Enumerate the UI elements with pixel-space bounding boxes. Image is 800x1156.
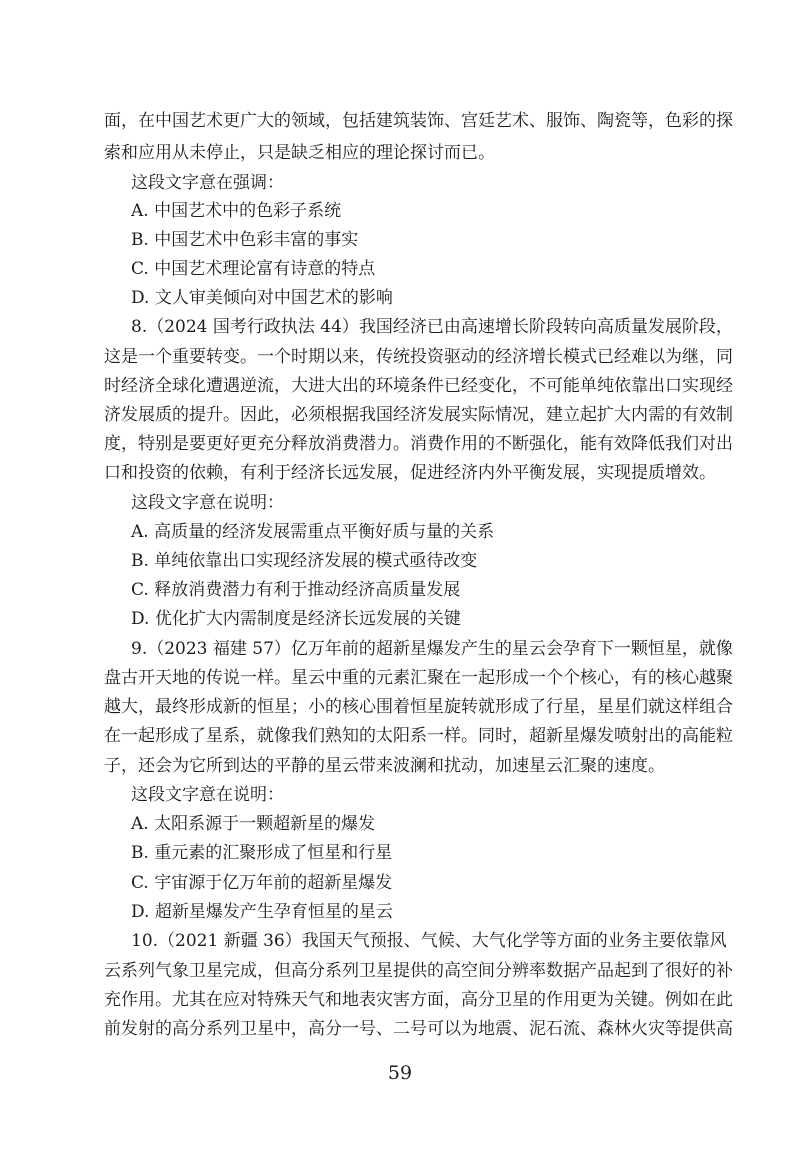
question-prompt: 这段文字意在说明：	[131, 785, 284, 805]
option-b: B. 单纯依靠出口实现经济发展的模式亟待改变	[131, 551, 478, 571]
question-prompt: 这段文字意在强调：	[131, 173, 284, 193]
question-10-stem: 10.（2021 新疆 36）我国天气预报、气候、大气化学等方面的业务主要依靠风	[131, 931, 727, 951]
question-prompt: 这段文字意在说明：	[131, 493, 284, 513]
option-d: D. 超新星爆发产生孕育恒星的星云	[131, 902, 393, 922]
paragraph-line: 时经济全球化遭遇逆流，大进大出的环境条件已经变化，不可能单纯依靠出口实现经	[104, 376, 733, 396]
paragraph-line: 索和应用从未停止，只是缺乏相应的理论探讨而已。	[104, 143, 495, 163]
question-8-stem: 8.（2024 国考行政执法 44）我国经济已由高速增长阶段转向高质量发展阶段，	[131, 317, 733, 337]
option-d: D. 文人审美倾向对中国艺术的影响	[131, 288, 393, 308]
paragraph-line: 口和投资的依赖，有利于经济长远发展，促进经济内外平衡发展，实现提质增效。	[104, 463, 716, 483]
option-a: A. 太阳系源于一颗超新星的爆发	[131, 814, 376, 834]
paragraph-line: 在一起形成了星系，就像我们熟知的太阳系一样。同时，超新星爆发喷射出的高能粒	[104, 726, 733, 746]
paragraph-line: 越大，最终形成新的恒星；小的核心围着恒星旋转就形成了行星，星星们就这样组合	[104, 697, 733, 717]
option-a: A. 高质量的经济发展需重点平衡好质与量的关系	[131, 522, 495, 542]
option-a: A. 中国艺术中的色彩子系统	[131, 201, 342, 221]
paragraph-line: 度，特别是要更好更充分释放消费潜力。消费作用的不断强化，能有效降低我们对出	[104, 434, 733, 454]
paragraph-line: 面，在中国艺术更广大的领域，包括建筑装饰、宫廷艺术、服饰、陶瓷等，色彩的探	[104, 111, 733, 131]
option-c: C. 中国艺术理论富有诗意的特点	[131, 259, 376, 279]
option-c: C. 释放消费潜力有利于推动经济高质量发展	[131, 580, 461, 600]
paragraph-line: 云系列气象卫星完成，但高分系列卫星提供的高空间分辨率数据产品起到了很好的补	[104, 961, 733, 981]
option-b: B. 中国艺术中色彩丰富的事实	[131, 230, 359, 250]
option-b: B. 重元素的汇聚形成了恒星和行星	[131, 843, 393, 863]
page-number: 59	[387, 1062, 413, 1084]
paragraph-line: 前发射的高分系列卫星中，高分一号、二号可以为地震、泥石流、森林火灾等提供高	[104, 1019, 733, 1039]
paragraph-line: 这是一个重要转变。一个时期以来，传统投资驱动的经济增长模式已经难以为继，同	[104, 347, 733, 367]
option-c: C. 宇宙源于亿万年前的超新星爆发	[131, 873, 393, 893]
option-d: D. 优化扩大内需制度是经济长远发展的关键	[131, 609, 461, 629]
question-9-stem: 9.（2023 福建 57）亿万年前的超新星爆发产生的星云会孕育下一颗恒星，就像	[131, 639, 733, 659]
paragraph-line: 盘古开天地的传说一样。星云中重的元素汇聚在一起形成一个个核心，有的核心越聚	[104, 668, 733, 688]
paragraph-line: 充作用。尤其在应对特殊天气和地表灾害方面，高分卫星的作用更为关键。例如在此	[104, 990, 733, 1010]
paragraph-line: 济发展质的提升。因此，必须根据我国经济发展实际情况，建立起扩大内需的有效制	[104, 405, 733, 425]
paragraph-line: 子，还会为它所到达的平静的星云带来波澜和扰动，加速星云汇聚的速度。	[104, 756, 665, 776]
